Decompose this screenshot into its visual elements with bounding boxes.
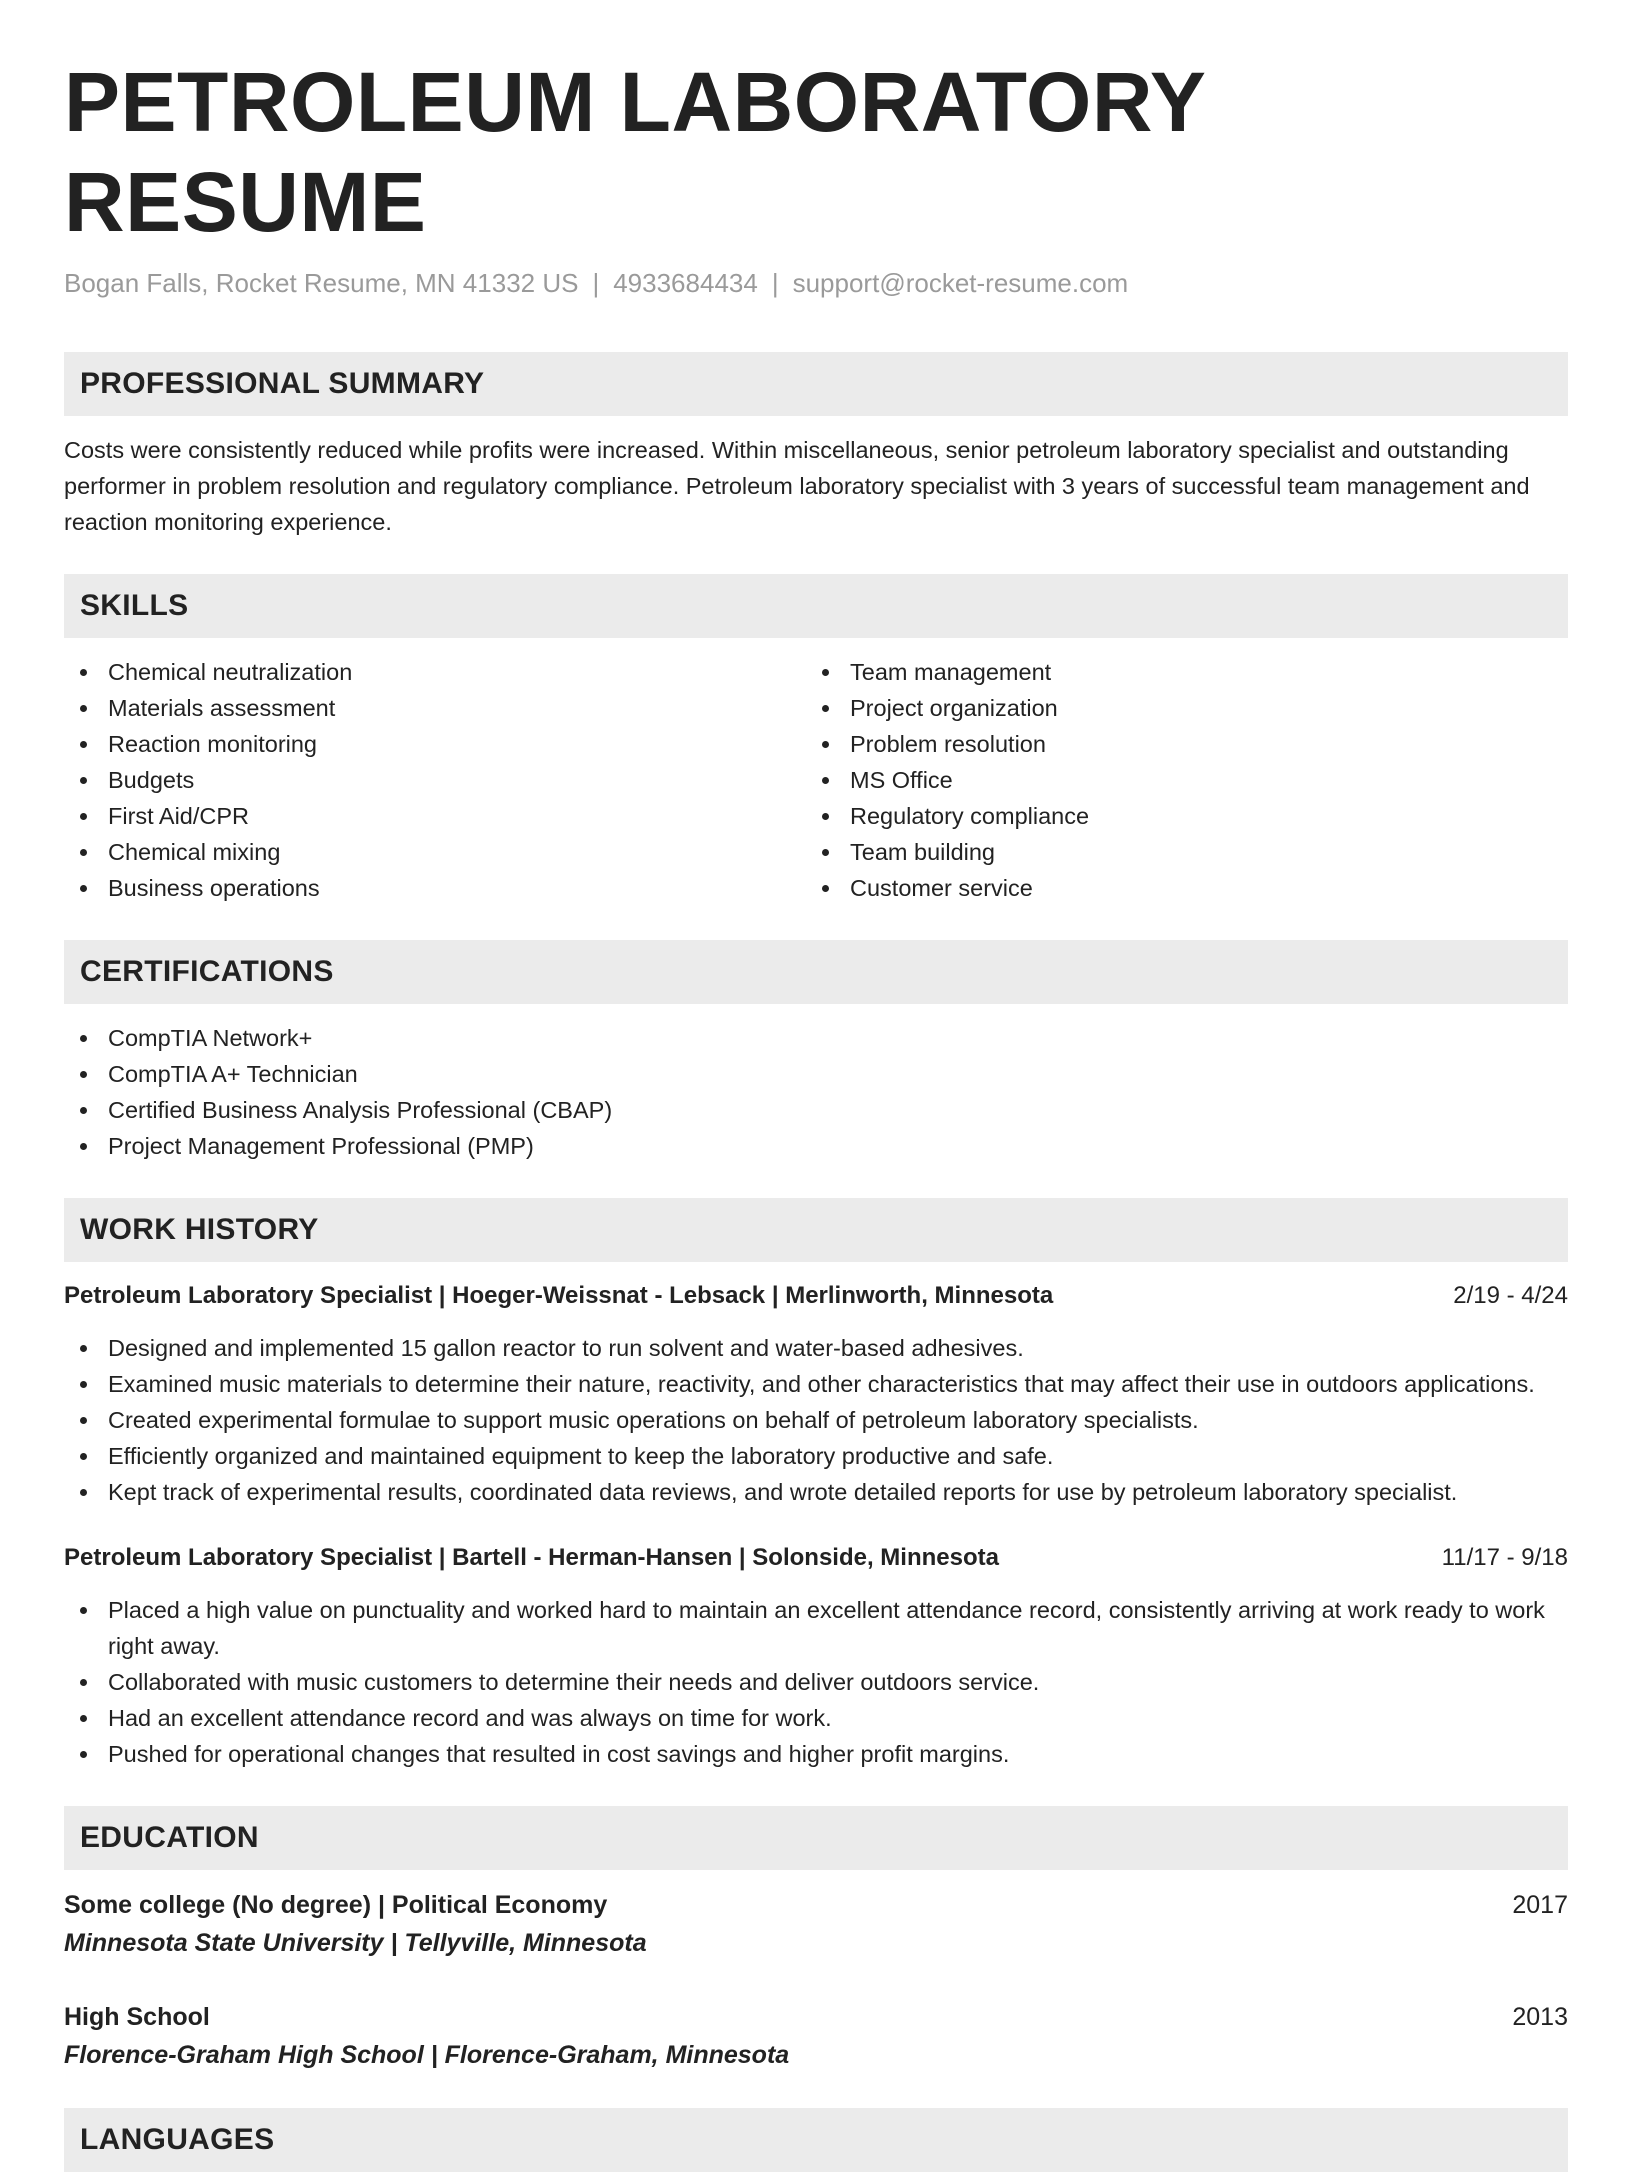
skill-item: Regulatory compliance [806,798,1548,834]
job-bullet: Kept track of experimental results, coordinated data reviews, and wrote detailed reports for use by petroleum laboratory specialist. [64,1474,1568,1510]
job-dates: 11/17 - 9/18 [1441,1544,1568,1571]
education-degree: High School [64,2003,210,2031]
contact-address: Bogan Falls, Rocket Resume, MN 41332 US [64,268,579,298]
skills-left-column [64,654,806,906]
skills-right-column [806,654,1548,906]
skill-item: Problem resolution [806,726,1548,762]
skill-item: Team management [806,654,1548,690]
skill-item: Reaction monitoring [64,726,806,762]
education-school: Minnesota State University | Tellyville, Minnesota [64,1929,647,1957]
job-bullets [64,1330,1568,1510]
education-degree: Some college (No degree) | Political Economy [64,1891,608,1919]
job-header [64,1278,1568,1314]
education-entry [64,1886,1568,1962]
contact-phone: 4933684434 [613,268,758,298]
skill-item: MS Office [806,762,1548,798]
skill-item: Chemical mixing [64,834,806,870]
certifications-heading: CERTIFICATIONS [64,940,1568,1004]
skill-item: Budgets [64,762,806,798]
job-entry [64,1540,1568,1772]
skill-item: Team building [806,834,1548,870]
education-entry [64,1998,1568,2074]
work-history-heading: WORK HISTORY [64,1198,1568,1262]
job-header [64,1540,1568,1576]
certification-item: Certified Business Analysis Professional (CBAP) [64,1092,1568,1128]
job-bullets [64,1592,1568,1772]
education-school: Florence-Graham High School | Florence-Graham, Minnesota [64,2041,790,2069]
contact-line [64,266,1568,300]
summary-heading: PROFESSIONAL SUMMARY [64,352,1568,416]
skill-item: Customer service [806,870,1548,906]
job-entry [64,1278,1568,1510]
skills-heading: SKILLS [64,574,1568,638]
job-bullet: Examined music materials to determine their nature, reactivity, and other characteristics that may affect their use in outdoors applications. [64,1366,1568,1402]
job-bullet: Pushed for operational changes that resulted in cost savings and higher profit margins. [64,1736,1568,1772]
summary-text: Costs were consistently reduced while profits were increased. Within miscellaneous, senior petroleum laboratory specialist and outstanding performer in problem resolution and regulatory compliance. Petroleum laboratory specialist with 3 years of successful team management and reaction monitoring experience. [64,437,1530,535]
education-header [64,1998,1568,2036]
job-bullet: Collaborated with music customers to determine their needs and deliver outdoors service. [64,1664,1568,1700]
job-bullet: Created experimental formulae to support music operations on behalf of petroleum laboratory specialists. [64,1402,1568,1438]
certification-item: Project Management Professional (PMP) [64,1128,1568,1164]
skill-item: Materials assessment [64,690,806,726]
education-header [64,1886,1568,1924]
languages-heading: LANGUAGES [64,2108,1568,2172]
skill-item: Chemical neutralization [64,654,806,690]
contact-separator: | [592,268,600,298]
skill-item: Project organization [806,690,1548,726]
contact-separator: | [771,268,779,298]
job-dates: 2/19 - 4/24 [1453,1282,1568,1309]
certification-item: CompTIA Network+ [64,1020,1568,1056]
skills-grid [64,654,1568,906]
job-bullet: Had an excellent attendance record and was always on time for work. [64,1700,1568,1736]
certification-item: CompTIA A+ Technician [64,1056,1568,1092]
education-heading: EDUCATION [64,1806,1568,1870]
certifications-list [64,1020,1568,1164]
skill-item: Business operations [64,870,806,906]
job-bullet: Placed a high value on punctuality and worked hard to maintain an excellent attendance record, consistently arriving at work ready to work right away. [64,1592,1568,1664]
job-title: Petroleum Laboratory Specialist | Bartell - Herman-Hansen | Solonside, Minnesota [64,1544,999,1571]
skill-item: First Aid/CPR [64,798,806,834]
education-year: 2013 [1512,2003,1568,2031]
contact-email: support@rocket-resume.com [792,268,1129,298]
job-bullet: Efficiently organized and maintained equipment to keep the laboratory productive and safe. [64,1438,1568,1474]
job-title: Petroleum Laboratory Specialist | Hoeger-Weissnat - Lebsack | Merlinworth, Minnesota [64,1282,1054,1309]
page-title: PETROLEUM LABORATORY RESUME [64,55,1205,249]
education-year: 2017 [1512,1891,1568,1919]
job-bullet: Designed and implemented 15 gallon reactor to run solvent and water-based adhesives. [64,1330,1568,1366]
